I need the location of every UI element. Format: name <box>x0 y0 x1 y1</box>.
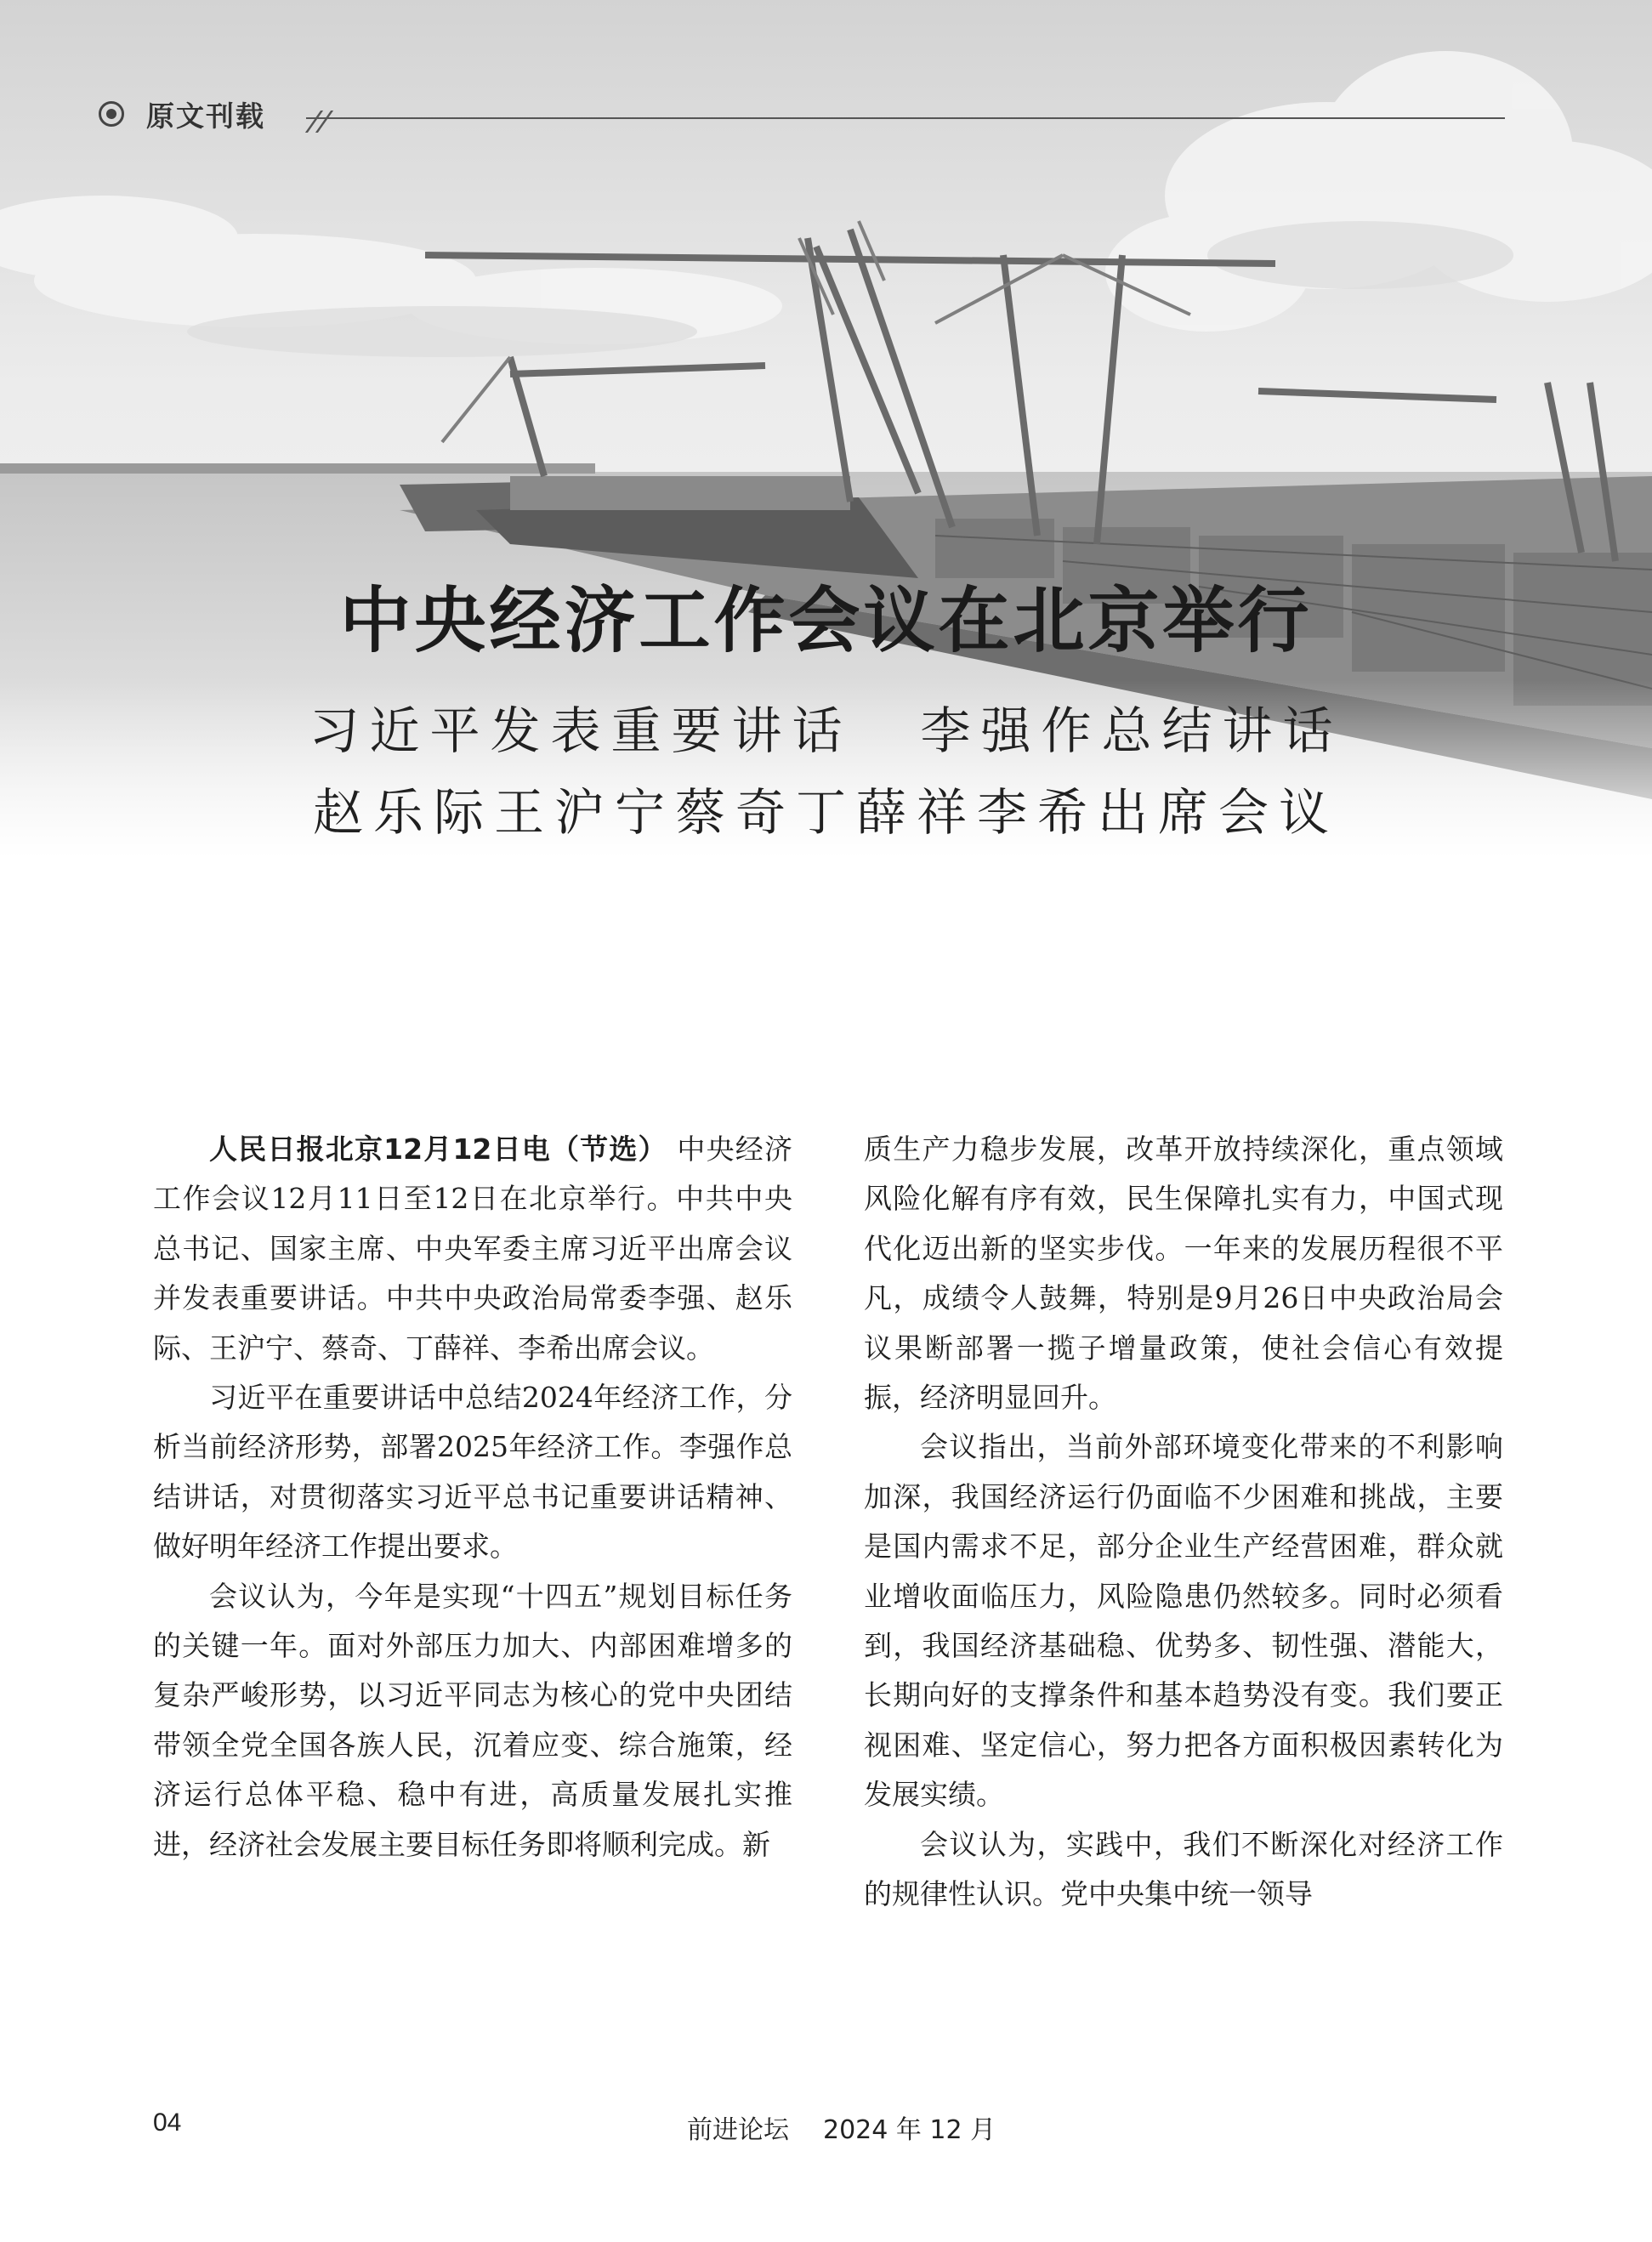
paragraph: 会议认为，今年是实现“十四五”规划目标任务的关键一年。面对外部压力加大、内部困难增多的复杂严峻形势，以习近平同志为核心的党中央团结带领全党全国各族人民，沉着应变、综合施策，经济运行总体平稳、稳中有进，高质量发展扎实推进，经济社会发展主要目标任务即将顺利完成。新 <box>153 1579 792 1861</box>
publication-name: 前进论坛 <box>687 2115 789 2145</box>
paragraph: 习近平在重要讲话中总结2024年经济工作，分析当前经济形势，部署2025年经济工作。李强作总结讲话，对贯彻落实习近平总书记重要讲话精神、做好明年经济工作提出要求。 <box>153 1381 792 1564</box>
hero-banner <box>0 0 1652 859</box>
page-number: 04 <box>153 2109 182 2137</box>
section-tag <box>99 88 265 139</box>
paragraph-continued: 质生产力稳步发展，改革开放持续深化，重点领域风险化解有序有效，民生保障扎实有力，中国式现代化迈出新的坚实步伐。一年来的发展历程很不平凡，成绩令人鼓舞，特别是9月26日中央政治局会议果断部署一揽子增量政策，使社会信心有效提振，经济明显回升。 <box>864 1132 1503 1415</box>
paragraph: 会议指出，当前外部环境变化带来的不利影响加深，我国经济运行仍面临不少困难和挑战，主要是国内需求不足，部分企业生产经营困难，群众就业增收面临压力，风险隐患仍然较多。同时必须看到，我国经济基础稳、优势多、韧性强、潜能大，长期向好的支撑条件和基本趋势没有变。我们要正视困难、坚定信心，努力把各方面积极因素转化为发展实绩。 <box>864 1430 1503 1812</box>
article-subtitle-line1 <box>0 699 1652 763</box>
article-subtitle-line2: 赵乐际王沪宁蔡奇丁薛祥李希出席会议 <box>312 783 1339 842</box>
article-title: 中央经济工作会议在北京举行 <box>339 579 1313 662</box>
paragraph-text: 中央经济工作会议12月11日至12日在北京举行。中共中央总书记、国家主席、中央军委主席习近平出席会议并发表重要讲话。中共中央政治局常委李强、赵乐际、王沪宁、蔡奇、丁薛祥、李希出席会议。 <box>153 1132 792 1365</box>
paragraph: 会议认为，实践中，我们不断深化对经济工作的规律性认识。党中央集中统一领导 <box>864 1827 1503 1911</box>
header-rule <box>306 117 1505 119</box>
dateline: 人民日报北京12月12日电（节选） <box>209 1132 667 1166</box>
subtitle-right: 李强作总结讲话 <box>920 701 1343 760</box>
issue-date: 2024 年 12 月 <box>823 2115 996 2145</box>
section-label: 原文刊载 <box>146 99 265 133</box>
target-icon <box>99 101 124 127</box>
right-column <box>864 1125 1503 1920</box>
paragraph <box>153 1125 792 1373</box>
left-column <box>153 1125 792 1870</box>
subtitle-left: 习近平发表重要讲话 <box>309 701 853 760</box>
